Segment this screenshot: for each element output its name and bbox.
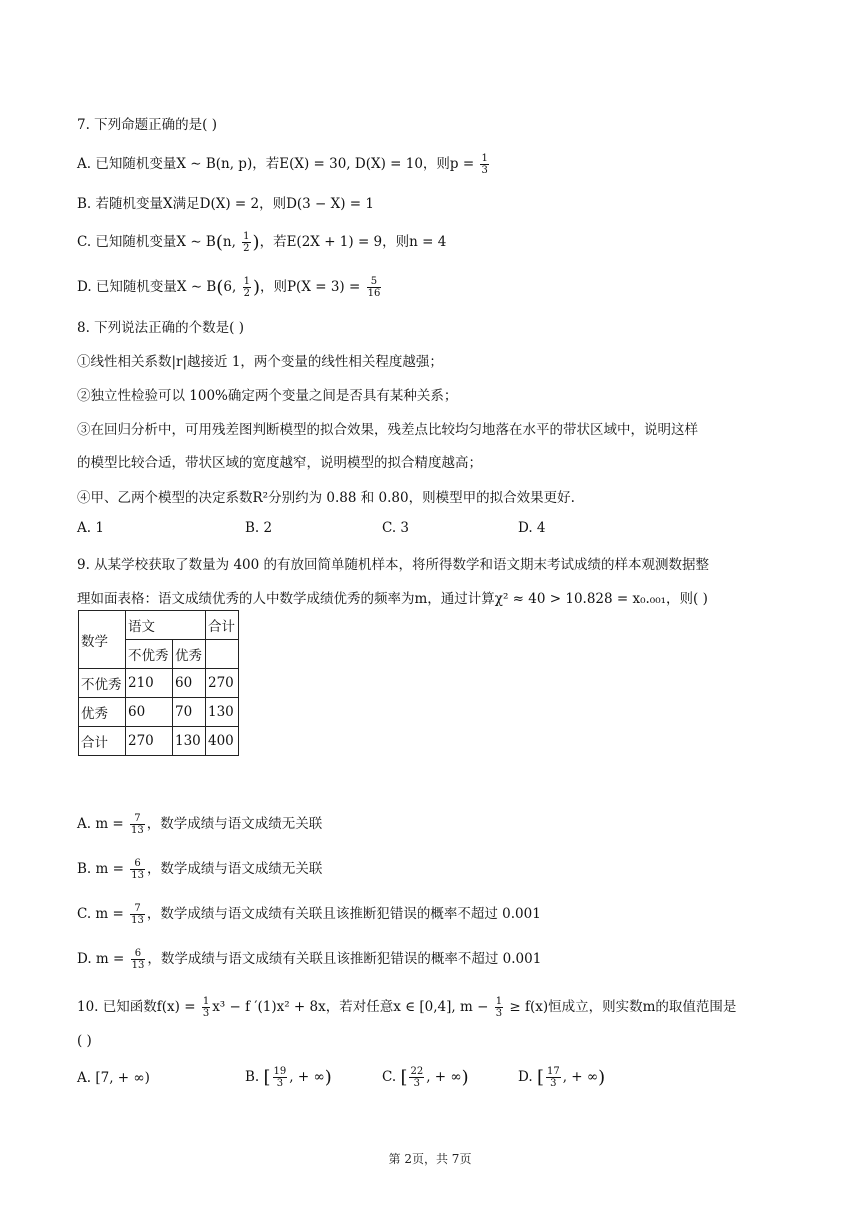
fraction: $\frac{1}{2}$ [243,276,250,299]
cell: 270 [126,727,173,756]
q8-stem: 8. 下列说法正确的个数是( ) [77,320,244,336]
fraction: $\frac{1}{3}$ [481,153,488,176]
q7-option-b: B. 若随机变量X满足D(X) = 2，则D(3 − X) = 1 [77,196,374,212]
page-footer: 第 2页，共 7页 [388,1152,472,1166]
q7-option-d: D. 已知随机变量X ∼ B(6, $\frac{1}{2}$ )，则P(X = 3) = $\frac{5}{16}$ [77,276,381,299]
table-row [79,727,239,756]
cell: 130 [206,698,239,727]
fraction: $\frac{6}{13}$ [131,948,145,971]
header-chinese: 语文 [126,611,206,640]
q9-stem-line1: 9. 从某学校获取了数量为 400 的有放回简单随机样本，将所得数学和语文期末考试成绩的样本观测数据整 [77,557,710,573]
header-excellent: 优秀 [173,640,206,669]
header-total: 合计 [206,611,239,640]
contingency-table [78,610,239,756]
cell: 70 [173,698,206,727]
fraction: $\frac{1}{3}$ [202,996,210,1019]
cell: 270 [206,669,239,698]
q7-option-c: C. 已知随机变量X ∼ B(n, $\frac{1}{2}$ )，若E(2X + 1) = 9，则n = 4 [77,231,447,254]
q10-option-a: A. [7, + ∞) [77,1070,150,1086]
q10-stem: 10. 已知函数f(x) = $\frac{1}{3}$ x³ − f ′(1)x² + 8x，若对任意x ∈ [0,4], m − $\frac{1}{3}$ ≥ f(x)恒成立，则实数m的取值范围是 [77,996,737,1019]
q8-statement-2: ②独立性检验可以 100%确定两个变量之间是否具有某种关系； [77,388,458,404]
cell: 60 [126,698,173,727]
q9-option-a: A. m = $\frac{7}{13}$ ，数学成绩与语文成绩无关联 [77,813,323,836]
cell: 60 [173,669,206,698]
fraction: $\frac{5}{16}$ [367,276,381,299]
cell: 400 [206,727,239,756]
row-label: 优秀 [79,698,126,727]
q8-option-b: B. 2 [245,520,273,536]
fraction: $\frac{6}{13}$ [131,858,144,881]
fraction: $\frac{1}{2}$ [243,231,250,254]
header-math: 数学 [79,611,126,669]
q9-option-c: C. m = $\frac{7}{13}$ ，数学成绩与语文成绩有关联且该推断犯错误的概率不超过 0.001 [77,903,541,926]
cell: 130 [173,727,206,756]
fraction: $\frac{22}{3}$ [410,1066,424,1089]
q7-option-a: A. 已知随机变量X ∼ B(n, p)，若E(X) = 30, D(X) = 10，则p = $\frac{1}{3}$ [77,153,488,176]
header-not-excellent: 不优秀 [126,640,173,669]
fraction: $\frac{7}{13}$ [131,903,144,926]
q8-option-a: A. 1 [77,520,104,536]
fraction: $\frac{7}{13}$ [131,813,144,836]
q10-option-c: C. [ $\frac{22}{3}$ , + ∞) [382,1066,469,1089]
q10-option-b: B. [ $\frac{19}{3}$ , + ∞) [245,1066,332,1089]
q8-statement-3a: ③在回归分析中，可用残差图判断模型的拟合效果，残差点比较均匀地落在水平的带状区域中，说明这样 [77,422,698,438]
q9-option-d: D. m = $\frac{6}{13}$ ，数学成绩与语文成绩有关联且该推断犯错误的概率不超过 0.001 [77,948,542,971]
row-label: 不优秀 [79,669,126,698]
q8-option-d: D. 4 [518,520,546,536]
q8-option-c: C. 3 [382,520,410,536]
q8-statement-3b: 的模型比较合适，带状区域的宽度越窄，说明模型的拟合精度越高； [77,455,482,471]
q9-stem-line2: 理如面表格：语文成绩优秀的人中数学成绩优秀的频率为m，通过计算χ² ≈ 40 > 10.828 = x₀.₀₀₁，则( ) [77,591,708,607]
row-label: 合计 [79,727,126,756]
q8-statement-4: ④甲、乙两个模型的决定系数R²分别约为 0.88 和 0.80，则模型甲的拟合效果更好. [77,490,575,506]
fraction: $\frac{1}{3}$ [495,996,503,1019]
table-row [79,698,239,727]
q9-option-b: B. m = $\frac{6}{13}$ ，数学成绩与语文成绩无关联 [77,858,323,881]
cell: 210 [126,669,173,698]
fraction: $\frac{19}{3}$ [273,1066,287,1089]
fraction: $\frac{17}{3}$ [546,1066,560,1089]
q7-stem: 7. 下列命题正确的是( ) [77,117,217,133]
q8-statement-1: ①线性相关系数|r|越接近 1，两个变量的线性相关程度越强； [77,354,443,370]
table-row [79,669,239,698]
header-empty [206,640,239,669]
q10-paren: ( ) [77,1033,92,1049]
q10-option-d: D. [ $\frac{17}{3}$ , + ∞) [518,1066,606,1089]
